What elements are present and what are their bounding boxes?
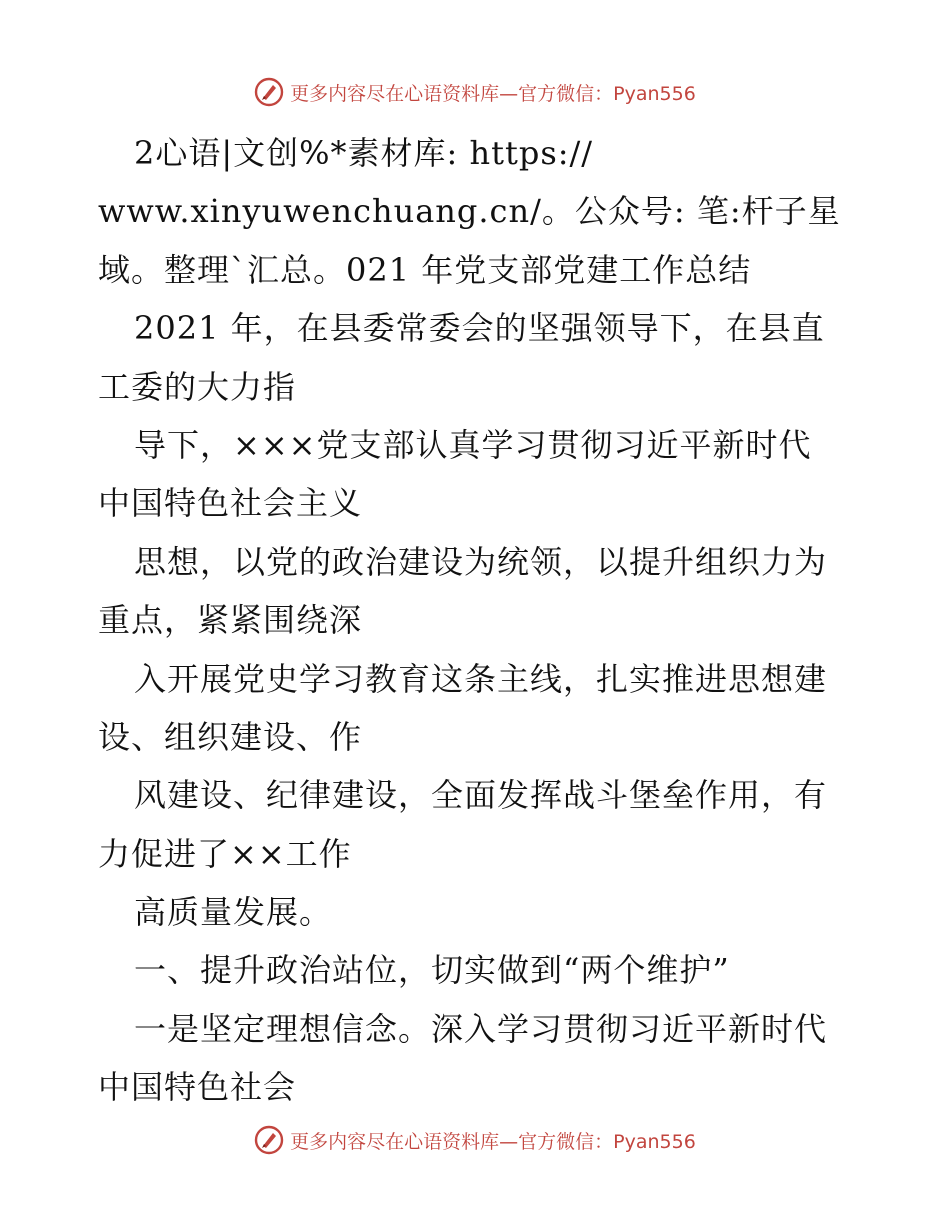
text-line: 入开展党史学习教育这条主线，扎实推进思想建 bbox=[134, 659, 828, 698]
text-line: www.xinyuwenchuang.cn/。公众号: 笔:杆子星 bbox=[98, 192, 841, 231]
text-line: 思想，以党的政治建设为统领，以提升组织力为 bbox=[134, 542, 828, 581]
watermark-text: 更多内容尽在心语资料库—官方微信：Pyan556 bbox=[290, 1130, 696, 1153]
section-heading: 一、提升政治站位，切实做到“两个维护” bbox=[134, 951, 730, 990]
text-line: 域。整理`汇总。021 年党支部党建工作总结 bbox=[98, 250, 752, 289]
text-line: 高质量发展。 bbox=[134, 893, 333, 932]
text-line: 2021 年，在县委常委会的坚强领导下，在县直 bbox=[134, 309, 825, 348]
text-line: 力促进了××工作 bbox=[98, 834, 352, 873]
text-line: 中国特色社会主义 bbox=[98, 484, 363, 523]
text-line: 一是坚定理想信念。深入学习贯彻习近平新时代 bbox=[134, 1009, 828, 1048]
footer-watermark-banner bbox=[0, 1118, 950, 1162]
watermark-text: 更多内容尽在心语资料库—官方微信：Pyan556 bbox=[290, 82, 696, 105]
header-watermark-banner bbox=[0, 70, 950, 114]
text-line: 2心语|文创%*素材库: https:// bbox=[134, 134, 594, 172]
document-body bbox=[98, 124, 858, 1117]
text-line: 中国特色社会 bbox=[98, 1068, 297, 1107]
pen-nib-logo-icon bbox=[254, 77, 284, 107]
text-line: 设、组织建设、作 bbox=[98, 717, 363, 756]
text-line: 工委的大力指 bbox=[98, 367, 297, 406]
text-line: 风建设、纪律建设，全面发挥战斗堡垒作用，有 bbox=[134, 776, 828, 815]
text-line: 重点，紧紧围绕深 bbox=[98, 601, 363, 640]
text-line: 导下，×××党支部认真学习贯彻习近平新时代 bbox=[134, 425, 812, 464]
pen-nib-logo-icon bbox=[254, 1125, 284, 1155]
